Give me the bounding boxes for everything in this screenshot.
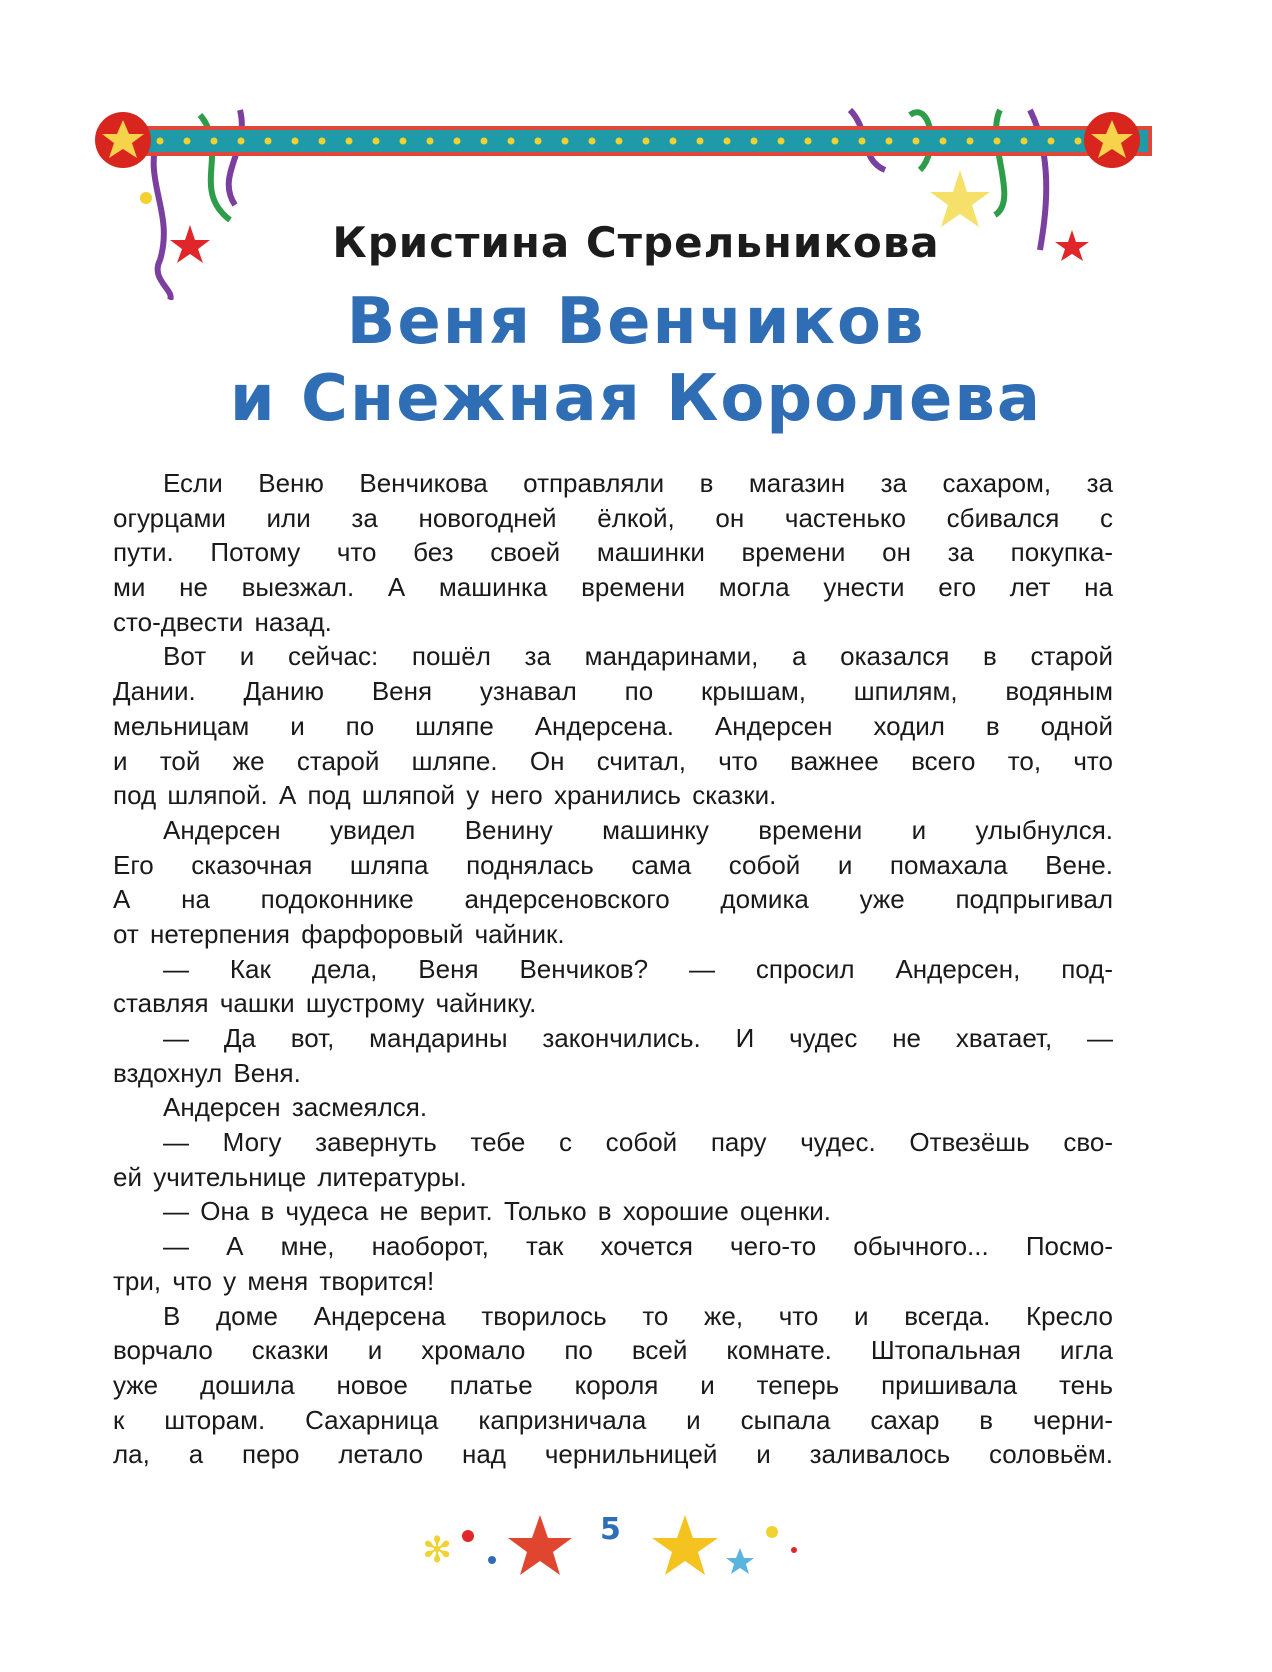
- text-line: — А мне, наоборот, так хочется чего-то обычного... Посмо-: [163, 1231, 1113, 1262]
- garland-dot: [643, 138, 650, 145]
- garland-dot: [670, 138, 677, 145]
- garland-dot: [535, 138, 542, 145]
- text-line: Если Веню Венчикова отправляли в магазин за сахаром, за: [163, 468, 1113, 498]
- garland-dot: [724, 138, 731, 145]
- garland-dot: [589, 138, 596, 145]
- asterisk-icon: ✻: [422, 1530, 453, 1571]
- text-line: Вот и сейчас: пошёл за мандаринами, а оказался в старой: [163, 641, 1113, 672]
- text-line: В доме Андерсена творилось то же, что и всегда. Кресло: [163, 1300, 1113, 1331]
- author-name: Кристина Стрельникова: [332, 218, 940, 267]
- story-title-line-1: Веня Венчиков: [346, 285, 926, 359]
- confetti-dot: [791, 1547, 797, 1553]
- text-line: Дании. Данию Веня узнавал по крышам, шпилям, водяным: [113, 676, 1113, 707]
- text-line: ла, а перо летало над чернильницей и заливалось соловьём.: [113, 1439, 1113, 1470]
- page-number: 5: [600, 1512, 621, 1547]
- garland-dot: [292, 138, 299, 145]
- text-line: ворчало сказки и хромало по всей комнате. Штопальная игла: [113, 1335, 1113, 1366]
- garland-dot: [373, 138, 380, 145]
- garland-dot: [1021, 138, 1028, 145]
- text-line: от нетерпения фарфоровый чайник.: [113, 918, 565, 949]
- ornament-left: [95, 112, 151, 168]
- garland-dot: [562, 138, 569, 145]
- garland-dot: [940, 138, 947, 145]
- garland-dot: [157, 138, 164, 145]
- garland-dot: [211, 138, 218, 145]
- garland-dot: [1075, 138, 1082, 145]
- ornament-right: [1084, 112, 1140, 168]
- text-line: мельницам и по шляпе Андерсена. Андерсен ходил в одной: [113, 710, 1113, 741]
- star-icon: [726, 1548, 754, 1574]
- garland-dot: [184, 138, 191, 145]
- text-line: ми не выезжал. А машинка времени могла унести его лет на: [113, 572, 1113, 603]
- text-line: пути. Потому что без своей машинки времени он за покупка-: [113, 537, 1113, 568]
- text-line: под шляпой. А под шляпой у него хранились сказки.: [113, 780, 777, 811]
- confetti-dot: [766, 1526, 778, 1538]
- garland-dot: [265, 138, 272, 145]
- text-line: огурцами или за новогодней ёлкой, он частенько сбивался с: [113, 502, 1113, 533]
- garland-dot: [238, 138, 245, 145]
- text-line: — Как дела, Веня Венчиков? — спросил Андерсен, под-: [163, 953, 1113, 984]
- garland-dot: [1048, 138, 1055, 145]
- garland-dot: [778, 138, 785, 145]
- garland-dot: [508, 138, 515, 145]
- garland-dot: [994, 138, 1001, 145]
- text-line: Андерсен увидел Венину машинку времени и улыбнулся.: [163, 814, 1113, 845]
- text-line: Его сказочная шляпа поднялась сама собой и помахала Вене.: [113, 849, 1113, 880]
- text-line: ей учительнице литературы.: [113, 1161, 467, 1192]
- star-icon: [508, 1515, 572, 1575]
- confetti-dot: [140, 192, 152, 204]
- garland-dot: [832, 138, 839, 145]
- confetti-dot: [488, 1556, 496, 1564]
- garland-dot: [481, 138, 488, 145]
- garland-dot: [319, 138, 326, 145]
- garland-dot: [427, 138, 434, 145]
- garland-dot: [346, 138, 353, 145]
- story-text: [113, 466, 1113, 1472]
- garland-dot: [751, 138, 758, 145]
- text-line: и той же старой шляпе. Он считал, что важнее всего то, что: [113, 745, 1113, 776]
- text-line: — Могу завернуть тебе с собой пару чудес. Отвезёшь сво-: [163, 1127, 1113, 1158]
- text-line: ставляя чашки шустрому чайнику.: [113, 988, 537, 1019]
- star-icon: [652, 1515, 718, 1575]
- story-title-line-2: и Снежная Королева: [229, 362, 1043, 436]
- garland-dot: [886, 138, 893, 145]
- text-line: вздохнул Веня.: [113, 1057, 301, 1088]
- text-line: уже дошила новое платье короля и теперь пришивала тень: [113, 1369, 1113, 1400]
- garland-dot: [913, 138, 920, 145]
- text-line: сто-двести назад.: [113, 606, 332, 637]
- garland-dot: [454, 138, 461, 145]
- text-line: три, что у меня творится!: [113, 1265, 435, 1296]
- text-line: А на подоконнике андерсеновского домика уже подпрыгивал: [113, 884, 1113, 915]
- garland-dot: [400, 138, 407, 145]
- text-line: — Она в чудеса не верит. Только в хорошие оценки.: [163, 1196, 831, 1227]
- garland-dot: [697, 138, 704, 145]
- garland-dot: [967, 138, 974, 145]
- text-line: — Да вот, мандарины закончились. И чудес не хватает, —: [163, 1023, 1113, 1053]
- text-line: Андерсен засмеялся.: [163, 1092, 428, 1123]
- text-line: к шторам. Сахарница капризничала и сыпала сахар в черни-: [113, 1404, 1113, 1435]
- garland-dot: [859, 138, 866, 145]
- garland-dot: [616, 138, 623, 145]
- garland-dot: [805, 138, 812, 145]
- confetti-dot: [462, 1530, 474, 1542]
